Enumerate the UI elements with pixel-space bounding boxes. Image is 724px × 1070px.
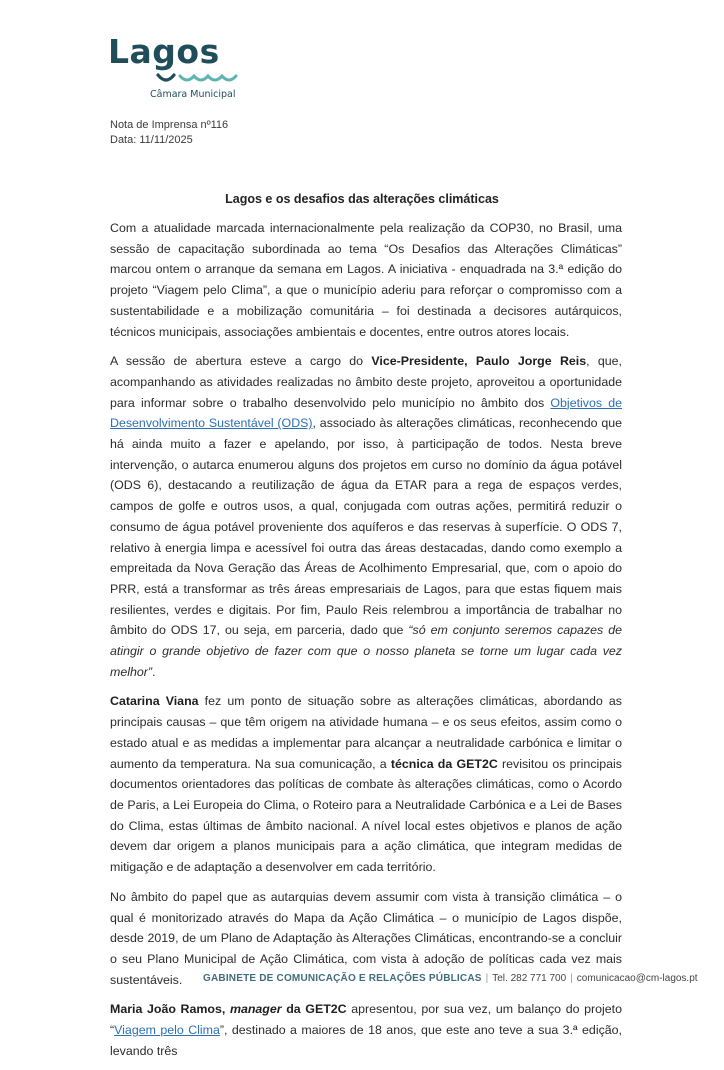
paragraph-3 — [110, 691, 622, 877]
text: fez um ponto de situação sobre as alterações climáticas, abordando as principais causas – que têm origem na atividade humana – e os seus efeitos, assim como o estado atual e as medidas a implementar para alcançar a neutralidade carbónica e limitar o aumento da temperatura. Na sua comunicação, a — [110, 694, 622, 771]
quote: “só em conjunto seremos capazes de atingir o grande objetivo de fazer com que o nosso planeta se torne um lugar cada vez melhor” — [110, 623, 622, 679]
speaker-name: Catarina Viana — [110, 694, 199, 709]
footer-separator: | — [570, 973, 573, 984]
text: . — [152, 664, 156, 679]
lagos-logo — [108, 32, 248, 104]
paragraph-5 — [110, 999, 622, 1061]
text: , associado às alterações climáticas, reconhecendo que há ainda muito a fazer e apelando, por isso, à participação de todos. Nesta breve intervenção, o autarca enumerou alguns dos projetos em curso no domínio da água potável (ODS 6), destacando a reutilização de água da ETAR para a rega de espaços verdes, campos de golfe e outros usos, a qual, conjugada com outras ações, permitirá reduzir o consumo de água potável proveniente dos aquíferos e das reservas à superfície. O ODS 7, relativo à energia limpa e acessível foi outra das áreas destacadas, dando como exemplo a empreitada da Nova Geração das Áreas de Acolhimento Empresarial, que, com o apoio do PRR, está a transformar as três áreas empresariais de Lagos, para que estas fiquem mais resilientes, verdes e digitais. Por fim, Paulo Reis relembrou a importância de trabalhar no âmbito do ODS 17, ou seja, em parceria, dado que — [110, 416, 622, 638]
footer-phone: Tel. 282 771 700 — [492, 973, 567, 984]
speaker-title: manager — [229, 1002, 282, 1017]
speaker-role: técnica da GET2C — [390, 756, 498, 771]
footer-email[interactable]: comunicacao@cm-lagos.pt — [576, 973, 698, 984]
press-date: Data: 11/11/2025 — [110, 134, 193, 146]
text: revisitou os principais documentos orientadores das políticas de combate às alterações climáticas, como o Acordo de Paris, a Lei Europeia do Clima, o Roteiro para a Neutralidade Carbónica e a Lei de Bases do Clima, estas últimas de âmbito nacional. A nível local estes objetivos e planos de ação devem dar origem a planos municipais para a ação climática, que integram medidas de mitigação e de adaptação a desenvolver em cada território. — [110, 756, 622, 875]
text: A sessão de abertura esteve a cargo do — [110, 354, 372, 369]
press-meta — [110, 118, 228, 148]
footer-separator: | — [485, 973, 489, 984]
paragraph-4: No âmbito do papel que as autarquias devem assumir com vista à transição climática – o qual é monitorizado através do Mapa da Ação Climática – o município de Lagos dispõe, desde 2019, de um Plano de Adaptação às Alterações Climáticas, encontrando-se a concluir o seu Plano Municipal de Ação Climática, com vista à adoção de políticas cada vez mais sustentáveis. — [110, 889, 622, 987]
document-title: Lagos e os desafios das alterações climáticas — [225, 192, 499, 206]
speaker-name: Maria João Ramos, — [110, 1002, 230, 1017]
document-body — [110, 218, 622, 1070]
viagem-pelo-clima-link[interactable]: Viagem pelo Clima — [114, 1023, 220, 1038]
paragraph-1: Com a atualidade marcada internacionalmente pela realização da COP30, no Brasil, uma sessão de capacitação subordinada ao tema “Os Desafios das Alterações Climáticas” marcou ontem o arranque da semana em Lagos. A iniciativa - enquadrada na 3.ª edição do projeto “Viagem pelo Clima”, a que o município aderiu para reforçar o compromisso com a sustentabilidade e a mobilização comunitária – foi destinada a decisores autárquicos, técnicos municipais, associações ambientais e docentes, entre outros atores locais. — [110, 221, 622, 339]
ods-link[interactable]: Objetivos de Desenvolvimento Sustentável (ODS) — [110, 395, 622, 431]
vice-president-name: Vice-Presidente, Paulo Jorge Reis — [371, 354, 587, 369]
text: ”, destinado a maiores de 18 anos, que este ano teve a sua 3.ª edição, levando três — [110, 1023, 622, 1058]
logo-wordmark: Lagos — [108, 32, 220, 71]
speaker-org: da GET2C — [281, 1002, 347, 1017]
waves-icon — [156, 72, 246, 86]
press-note-number: Nota de Imprensa nº116 — [110, 119, 229, 131]
text: apresentou, por sua vez, um balanço do projeto “ — [110, 1002, 622, 1038]
logo-subtitle: Câmara Municipal — [150, 89, 236, 100]
paragraph-2 — [110, 351, 622, 682]
page-footer — [203, 973, 698, 984]
footer-department: GABINETE DE COMUNICAÇÃO E RELAÇÕES PÚBLICAS — [203, 973, 482, 984]
text: , que, acompanhando as atividades realizadas no âmbito deste projeto, aproveitou a oportunidade para informar sobre o trabalho desenvolvido pelo município no âmbito dos — [110, 354, 622, 410]
